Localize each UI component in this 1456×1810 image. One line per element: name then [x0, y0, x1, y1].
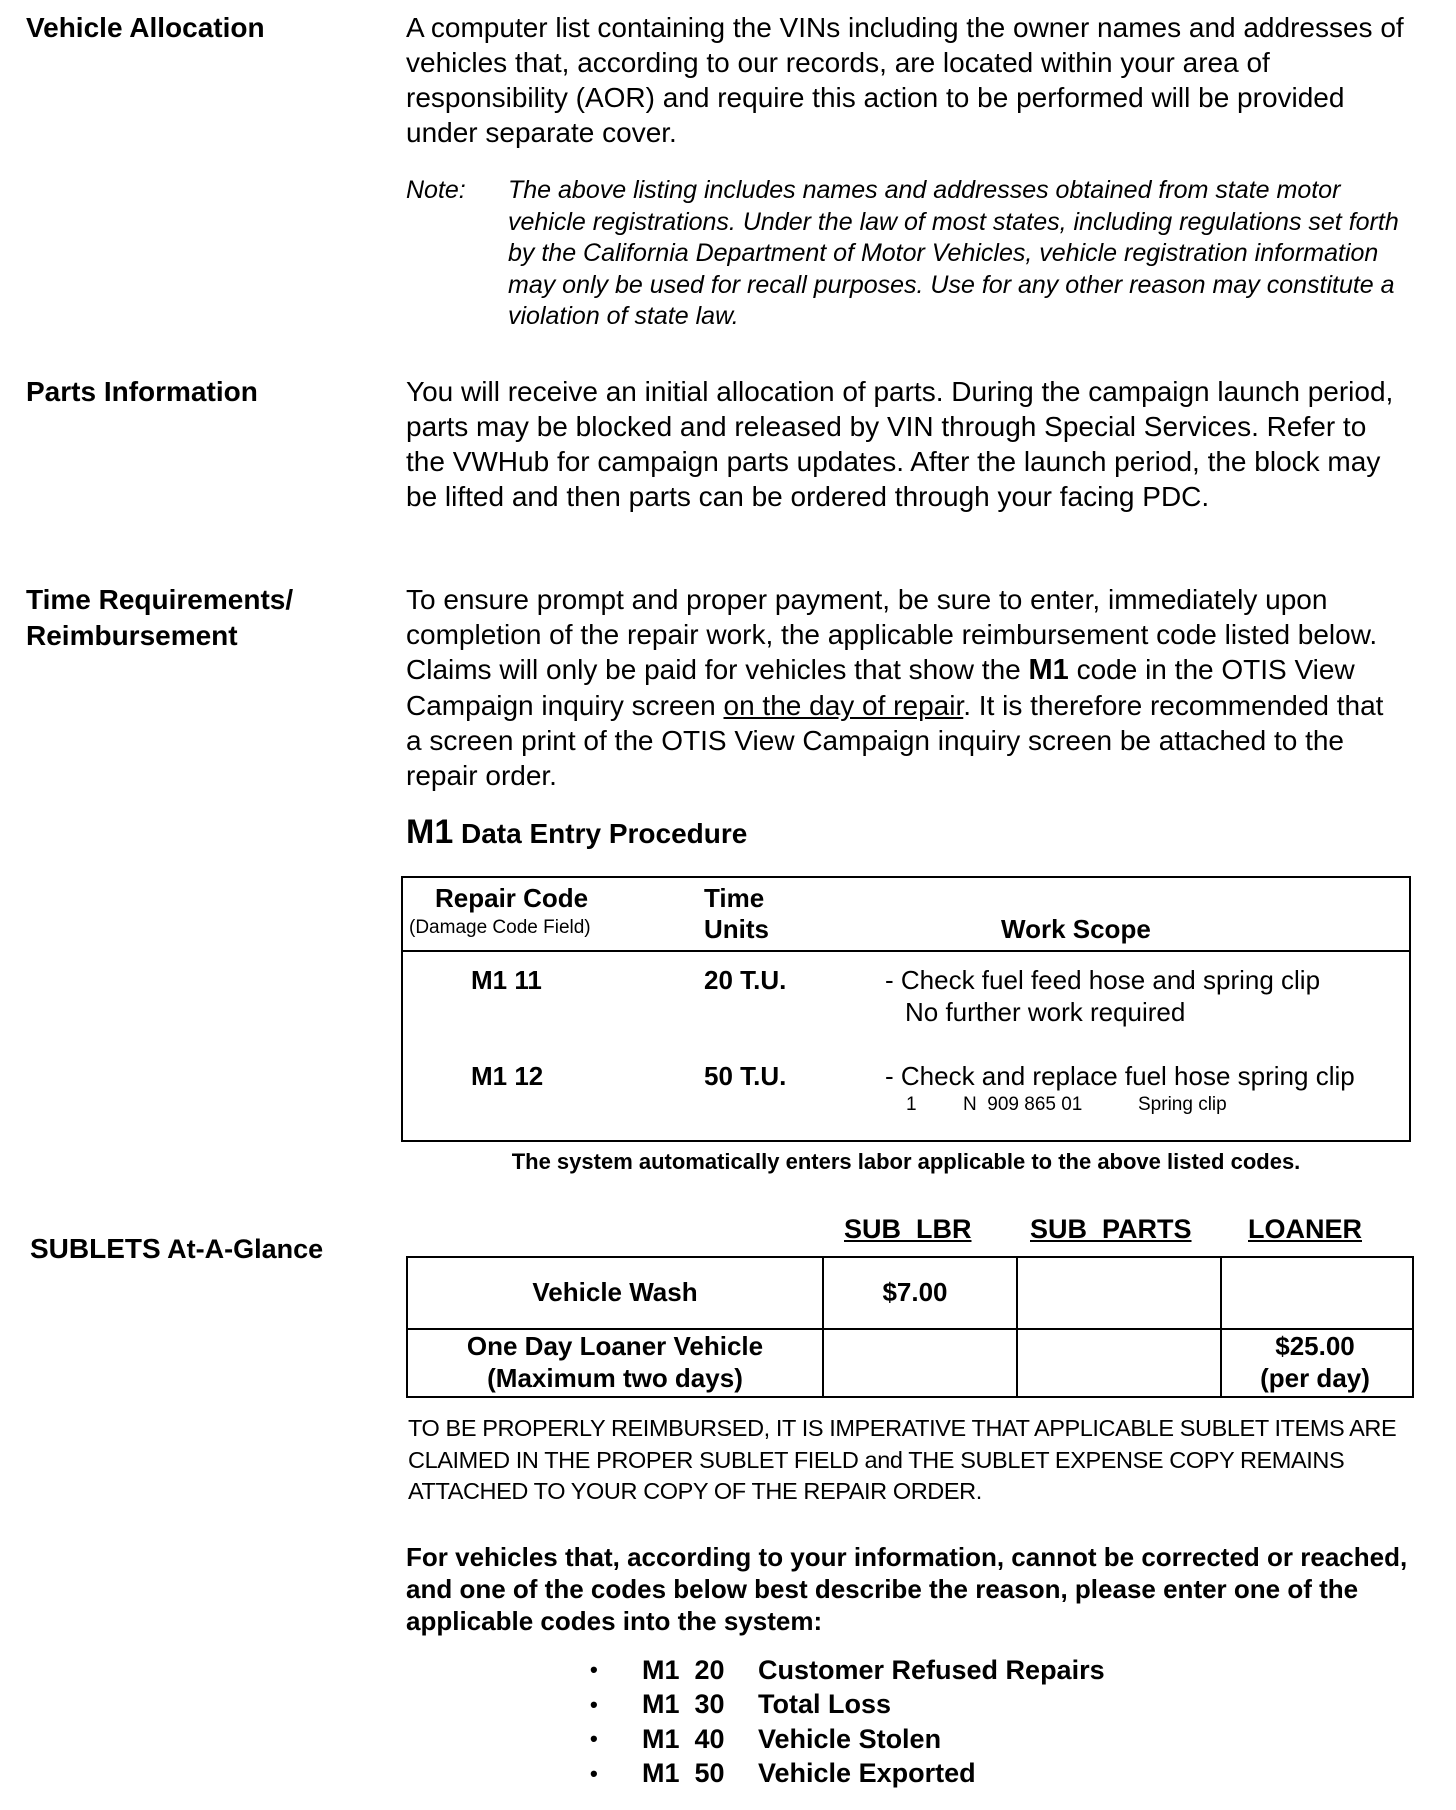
table-row-1-scope-line1: - Check fuel feed hose and spring clip [885, 965, 1321, 995]
table-row-2-part-name: Spring clip [1138, 1094, 1227, 1115]
table-row-2-time: 50 T.U. [704, 1061, 787, 1091]
list-item [590, 1757, 1105, 1792]
sublet-notice: TO BE PROPERLY REIMBURSED, IT IS IMPERATIVE THAT APPLICABLE SUBLET ITEMS ARE CLAIMED IN THE PROPER SUBLET FIELD and THE SUBLET EXPENSE COPY REMAINS ATTACHED TO YOUR COPY OF THE REPAIR ORDER. [408, 1415, 1397, 1504]
code-description: Customer Refused Repairs [758, 1654, 1105, 1685]
bullet-icon: • [590, 1760, 598, 1786]
sublet-row-1-item: Vehicle Wash [532, 1277, 698, 1307]
section-label-vehicle-allocation: Vehicle Allocation [26, 12, 265, 43]
repair-code-table [401, 876, 1411, 1142]
header-time-units-line2: Units [704, 914, 769, 944]
sublets-label-main: SUBLETS [30, 1233, 161, 1264]
header-repair-code-sub: (Damage Code Field) [409, 917, 591, 938]
table-caption: The system automatically enters labor applicable to the above listed codes. [511, 1149, 1301, 1174]
table-row-1-code: M1 11 [471, 965, 542, 995]
code-value: M1 50 [642, 1758, 725, 1789]
sublet-row-2-loaner-line1: $25.00 [1275, 1331, 1355, 1361]
bullet-icon: • [590, 1726, 598, 1752]
m1-heading [406, 812, 747, 854]
header-time-units-line1: Time [704, 883, 765, 913]
code-value: M1 40 [642, 1723, 725, 1754]
sublets-label-rest: At-A-Glance [160, 1234, 324, 1264]
table-row-1-time: 20 T.U. [704, 965, 787, 995]
sublet-row-2-loaner-line2: (per day) [1260, 1363, 1370, 1393]
sublet-table-col-divider-2 [1016, 1258, 1018, 1396]
code-value: M1 30 [642, 1689, 725, 1720]
time-requirements-text-part2: code in the OTIS View Campaign inquiry screen [406, 654, 1355, 721]
time-requirements-label-line1: Time Requirements/ [26, 584, 294, 615]
code-description: Vehicle Exported [758, 1758, 976, 1789]
vehicle-allocation-note [406, 175, 1406, 333]
header-work-scope: Work Scope [1001, 914, 1151, 944]
table-row-2-part-qty: 1 [906, 1094, 917, 1115]
sublet-col-sub-lbr: SUB LBR [844, 1214, 972, 1244]
m1-heading-code: M1 [406, 813, 454, 851]
section-label-parts-information: Parts Information [26, 376, 258, 407]
table-divider [403, 950, 1409, 952]
sublet-col-sub-parts: SUB PARTS [1030, 1214, 1192, 1244]
parts-information-text: You will receive an initial allocation of parts. During the campaign launch period, parts may be blocked and released by VIN through Special Services. Refer to the VWHub for campaign parts updates. After the launch period, the block may be lifted and then parts can be ordered through your facing PDC. [406, 376, 1394, 512]
table-row-2-scope-line1: - Check and replace fuel hose spring clip [885, 1061, 1355, 1091]
bullet-icon: • [590, 1691, 598, 1717]
note-text: The above listing includes names and addresses obtained from state motor vehicle registrations. Under the law of most states, including regulations set forth by the California Department of Motor Vehicles, vehicle registration information may only be used for recall purposes. Use for any other reason may constitute a violation of state law. [508, 176, 1399, 330]
sublet-row-1-sub-lbr: $7.00 [882, 1277, 948, 1307]
header-repair-code: Repair Code [435, 883, 589, 913]
time-requirements-text [406, 582, 1406, 793]
table-row-2-part-number: N 909 865 01 [963, 1094, 1083, 1115]
code-description: Vehicle Stolen [758, 1723, 942, 1754]
section-label-time-requirements [26, 582, 293, 654]
vehicle-allocation-text: A computer list containing the VINs including the owner names and addresses of vehicles that, according to our records, are located within your area of responsibility (AOR) and require this action to be performed will be provided under separate cover. [406, 12, 1404, 148]
list-item [590, 1653, 1105, 1688]
sublet-col-loaner: LOANER [1248, 1214, 1362, 1244]
sublet-row-2-item-line2: (Maximum two days) [487, 1363, 743, 1393]
bullet-icon: • [590, 1657, 598, 1683]
sublets-label [30, 1232, 323, 1266]
list-item [590, 1688, 1105, 1723]
time-requirements-text-part3: . It is therefore recommended that a screen print of the OTIS View Campaign inquiry screen be attached to the repair order. [406, 690, 1384, 791]
uncorrectable-code-list [590, 1653, 1105, 1791]
table-row-2-code: M1 12 [471, 1061, 544, 1091]
code-value: M1 20 [642, 1654, 725, 1685]
note-label: Note: [406, 176, 466, 204]
m1-heading-text: Data Entry Procedure [453, 818, 748, 849]
time-requirements-label-line2: Reimbursement [26, 620, 238, 651]
sublet-row-2-item-line1: One Day Loaner Vehicle [466, 1331, 764, 1361]
table-row-1-scope-line2: No further work required [905, 997, 1186, 1027]
uncorrectable-intro: For vehicles that, according to your information, cannot be corrected or reached, and one of the codes below best describe the reason, please enter one of the applicable codes into the system: [406, 1542, 1408, 1636]
time-requirements-code: M1 [1028, 654, 1069, 686]
list-item [590, 1722, 1105, 1757]
code-description: Total Loss [758, 1689, 892, 1720]
time-requirements-underlined: on the day of repair [723, 690, 964, 721]
time-requirements-text-part1: To ensure prompt and proper payment, be sure to enter, immediately upon completion of the repair work, the applicable reimbursement code listed below. Claims will only be paid for vehicles that show the [406, 584, 1378, 685]
sublet-table [406, 1256, 1414, 1398]
